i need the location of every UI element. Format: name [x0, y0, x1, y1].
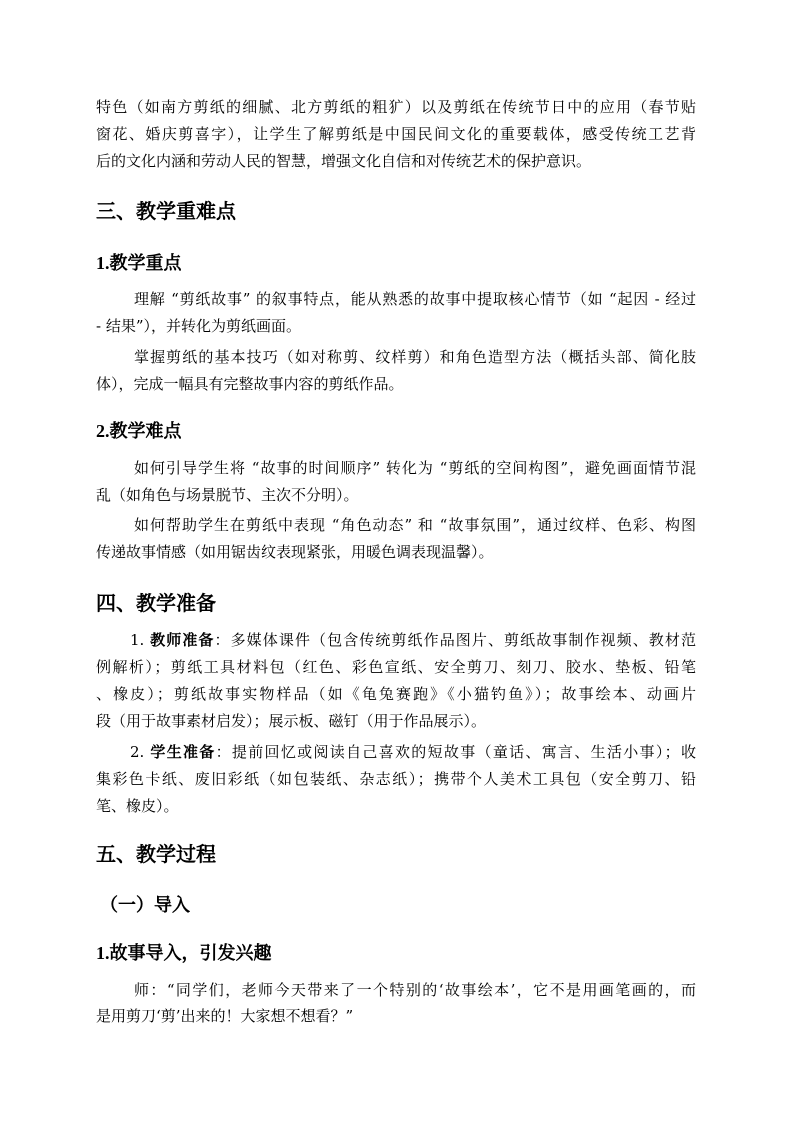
heading-text: 教学重点	[109, 253, 182, 274]
difficulty-paragraph-2-line-2: 传递故事情感（如用锯齿纹表现紧张，用暖色调表现温馨）。	[96, 543, 494, 561]
intro-paragraph-line-2: 窗花、婚庆剪喜字），让学生了解剪纸是中国民间文化的重要载体，感受传统工艺背	[96, 125, 696, 143]
section-3-heading: 三、教学重难点	[96, 199, 236, 223]
heading-number: 1.	[96, 943, 110, 963]
heading-text: 故事导入，引发兴趣	[109, 943, 272, 964]
section-4-heading: 四、教学准备	[96, 591, 216, 615]
heading-text: 教学难点	[109, 421, 182, 442]
difficulty-paragraph-2-line-1: 如何帮助学生在剪纸中表现 “角色动态” 和 “故事氛围”，通过纹样、色彩、构图	[134, 516, 696, 534]
story-intro-line-2: 是用剪刀‘剪’出来的！大家想不想看？”	[96, 1007, 354, 1025]
heading-number: 1.	[96, 253, 110, 273]
difficulty-paragraph-1-line-1: 如何引导学生将 “故事的时间顺序” 转化为 “剪纸的空间构图”，避免画面情节混	[134, 459, 696, 477]
intro-paragraph-line-3: 后的文化内涵和劳动人民的智慧，增强文化自信和对传统艺术的保护意识。	[96, 152, 592, 170]
story-intro-line-1: 师：“同学们，老师今天带来了一个特别的‘故事绘本’，它不是用画笔画的，而	[134, 981, 696, 999]
teaching-focus-heading	[96, 250, 182, 277]
list-number: 2.	[130, 743, 145, 761]
teacher-prep-line-4: 段（用于故事素材启发）；展示板、磁钉（用于作品展示）。	[96, 712, 487, 730]
teacher-prep-line-3: 、橡皮）；剪纸故事实物样品（如《龟兔赛跑》《小猫钓鱼》）；故事绘本、动画片	[96, 685, 696, 703]
intro-paragraph-line-1: 特色（如南方剪纸的细腻、北方剪纸的粗犷）以及剪纸在传统节日中的应用（春节贴	[96, 98, 696, 116]
teacher-prep-line-2: 例解析）；剪纸工具材料包（红色、彩色宣纸、安全剪刀、刻刀、胶水、垫板、铅笔	[96, 658, 696, 676]
student-prep-line-3: 笔、橡皮）。	[96, 797, 179, 815]
heading-number: 2.	[96, 421, 110, 441]
student-prep-label: 学生准备	[150, 743, 216, 761]
subsection-intro-heading: （一）导入	[100, 895, 190, 916]
section-5-heading: 五、教学过程	[96, 842, 216, 866]
list-number: 1.	[130, 631, 145, 649]
student-prep-line-2: 集彩色卡纸、废旧彩纸（如包装纸、杂志纸）；携带个人美术工具包（安全剪刀、铅	[96, 770, 696, 788]
focus-paragraph-1-line-2: - 结果”），并转化为剪纸画面。	[96, 317, 302, 335]
teacher-prep-text: ：多媒体课件（包含传统剪纸作品图片、剪纸故事制作视频、教材范	[214, 631, 696, 649]
student-prep-line-1	[130, 741, 696, 763]
teacher-prep-line-1	[130, 629, 696, 651]
student-prep-text: ：提前回忆或阅读自己喜欢的短故事（童话、寓言、生活小事）；收	[215, 743, 696, 761]
story-intro-heading	[96, 940, 272, 967]
focus-paragraph-1-line-1: 理解 “剪纸故事” 的叙事特点，能从熟悉的故事中提取核心情节（如 “起因 - 经过	[134, 290, 696, 308]
teacher-prep-label: 教师准备	[150, 631, 215, 649]
teaching-difficulty-heading	[96, 418, 182, 445]
difficulty-paragraph-1-line-2: 乱（如角色与场景脱节、主次不分明）。	[96, 486, 359, 504]
focus-paragraph-2-line-1: 掌握剪纸的基本技巧（如对称剪、纹样剪）和角色造型方法（概括头部、简化肢	[134, 348, 696, 366]
focus-paragraph-2-line-2: 体），完成一幅具有完整故事内容的剪纸作品。	[96, 375, 404, 393]
